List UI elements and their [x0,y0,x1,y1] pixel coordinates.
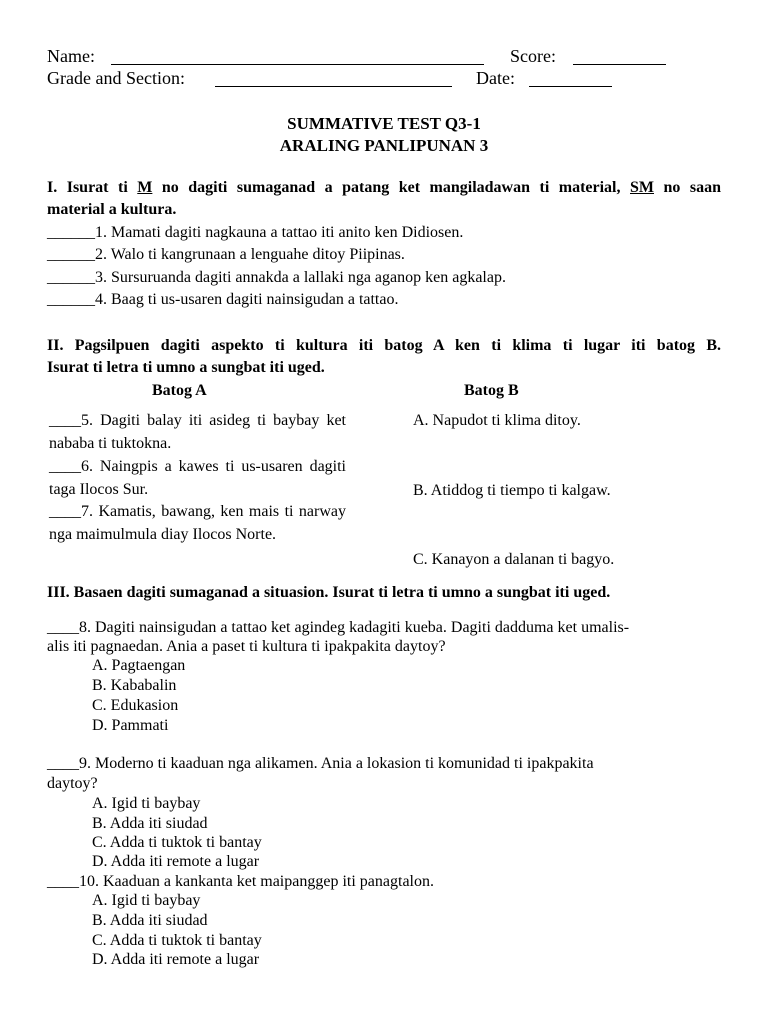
option-item: A. Igid ti baybay [92,892,201,909]
list-item: C. Kanayon a dalanan ti bagyo. [413,551,615,568]
list-item: ____7. Kamatis, bawang, ken mais ti narway nga maimulmula diay Ilocos Norte. [49,503,346,543]
option-item: D. Pammati [92,717,169,734]
option-item: C. Adda ti tuktok ti bantay [92,932,262,949]
part2-instruction-line2: Isurat ti letra ti umno a sungbat iti uged. [47,359,325,376]
list-item: A. Napudot ti klima ditoy. [413,412,581,429]
part2-instruction: II. Pagsilpuen dagiti aspekto ti kultura iti batog A ken ti klima ti lugar iti batog B. [47,337,721,354]
option-item: C. Edukasion [92,697,179,714]
list-item: ____6. Naingpis a kawes ti us-usaren dagiti taga Ilocos Sur. [49,458,346,498]
list-item: ____5. Dagiti balay iti asideg ti baybay ket nababa ti tuktokna. [49,412,346,452]
question-9: ____9. Moderno ti kaaduan nga alikamen. Ania a lokasion ti komunidad ti ipakpakita [47,755,594,772]
name-field[interactable] [111,46,484,65]
option-item: D. Adda iti remote a lugar [92,853,260,870]
list-item: ______4. Baag ti us-usaren dagiti nainsigudan a tattao. [47,291,399,308]
list-item: ______3. Sursuruanda dagiti annakda a lallaki nga aganop ken agkalap. [47,269,506,286]
test-title: SUMMATIVE TEST Q3-1 [287,114,481,133]
option-item: B. Kababalin [92,677,177,694]
option-item: A. Pagtaengan [92,657,186,674]
part3-instruction: III. Basaen dagiti sumaganad a situasion. Isurat ti letra ti umno a sungbat iti uged. [47,584,611,601]
list-item: ______1. Mamati dagiti nagkauna a tattao iti anito ken Didiosen. [47,224,464,241]
question-8-line2: alis iti pagnaedan. Ania a paset ti kultura ti ipakpakita daytoy? [47,638,446,655]
name-label: Name: [47,46,95,66]
question-10: ____10. Kaaduan a kankanta ket maipanggep iti panagtalon. [47,873,434,890]
grade-section-field[interactable] [215,68,452,87]
option-item: B. Adda iti siudad [92,815,208,832]
option-item: D. Adda iti remote a lugar [92,951,260,968]
date-field[interactable] [529,68,612,87]
part1-instruction-line2: material a kultura. [47,201,177,218]
option-item: B. Adda iti siudad [92,912,208,929]
grade-section-label: Grade and Section: [47,68,185,88]
sm-mark: SM [630,179,654,196]
part1-instruction: I. Isurat ti M no dagiti sumaganad a patang ket mangiladawan ti material, SM no saan [47,179,722,196]
option-item: C. Adda ti tuktok ti bantay [92,834,262,851]
batog-b-header: Batog B [464,382,519,399]
date-label: Date: [476,68,515,88]
option-item: A. Igid ti baybay [92,795,201,812]
question-9-line2: daytoy? [47,775,98,792]
batog-a-header: Batog A [152,382,207,399]
list-item: ______2. Walo ti kangrunaan a lenguahe ditoy Piipinas. [47,246,405,263]
subject-title: ARALING PANLIPUNAN 3 [279,136,489,155]
list-item: B. Atiddog ti tiempo ti kalgaw. [413,482,611,499]
question-8: ____8. Dagiti nainsigudan a tattao ket agindeg kadagiti kueba. Dagiti dadduma ket umalis- [47,619,630,636]
score-field[interactable] [573,46,666,65]
m-mark: M [137,179,153,196]
score-label: Score: [510,46,556,66]
